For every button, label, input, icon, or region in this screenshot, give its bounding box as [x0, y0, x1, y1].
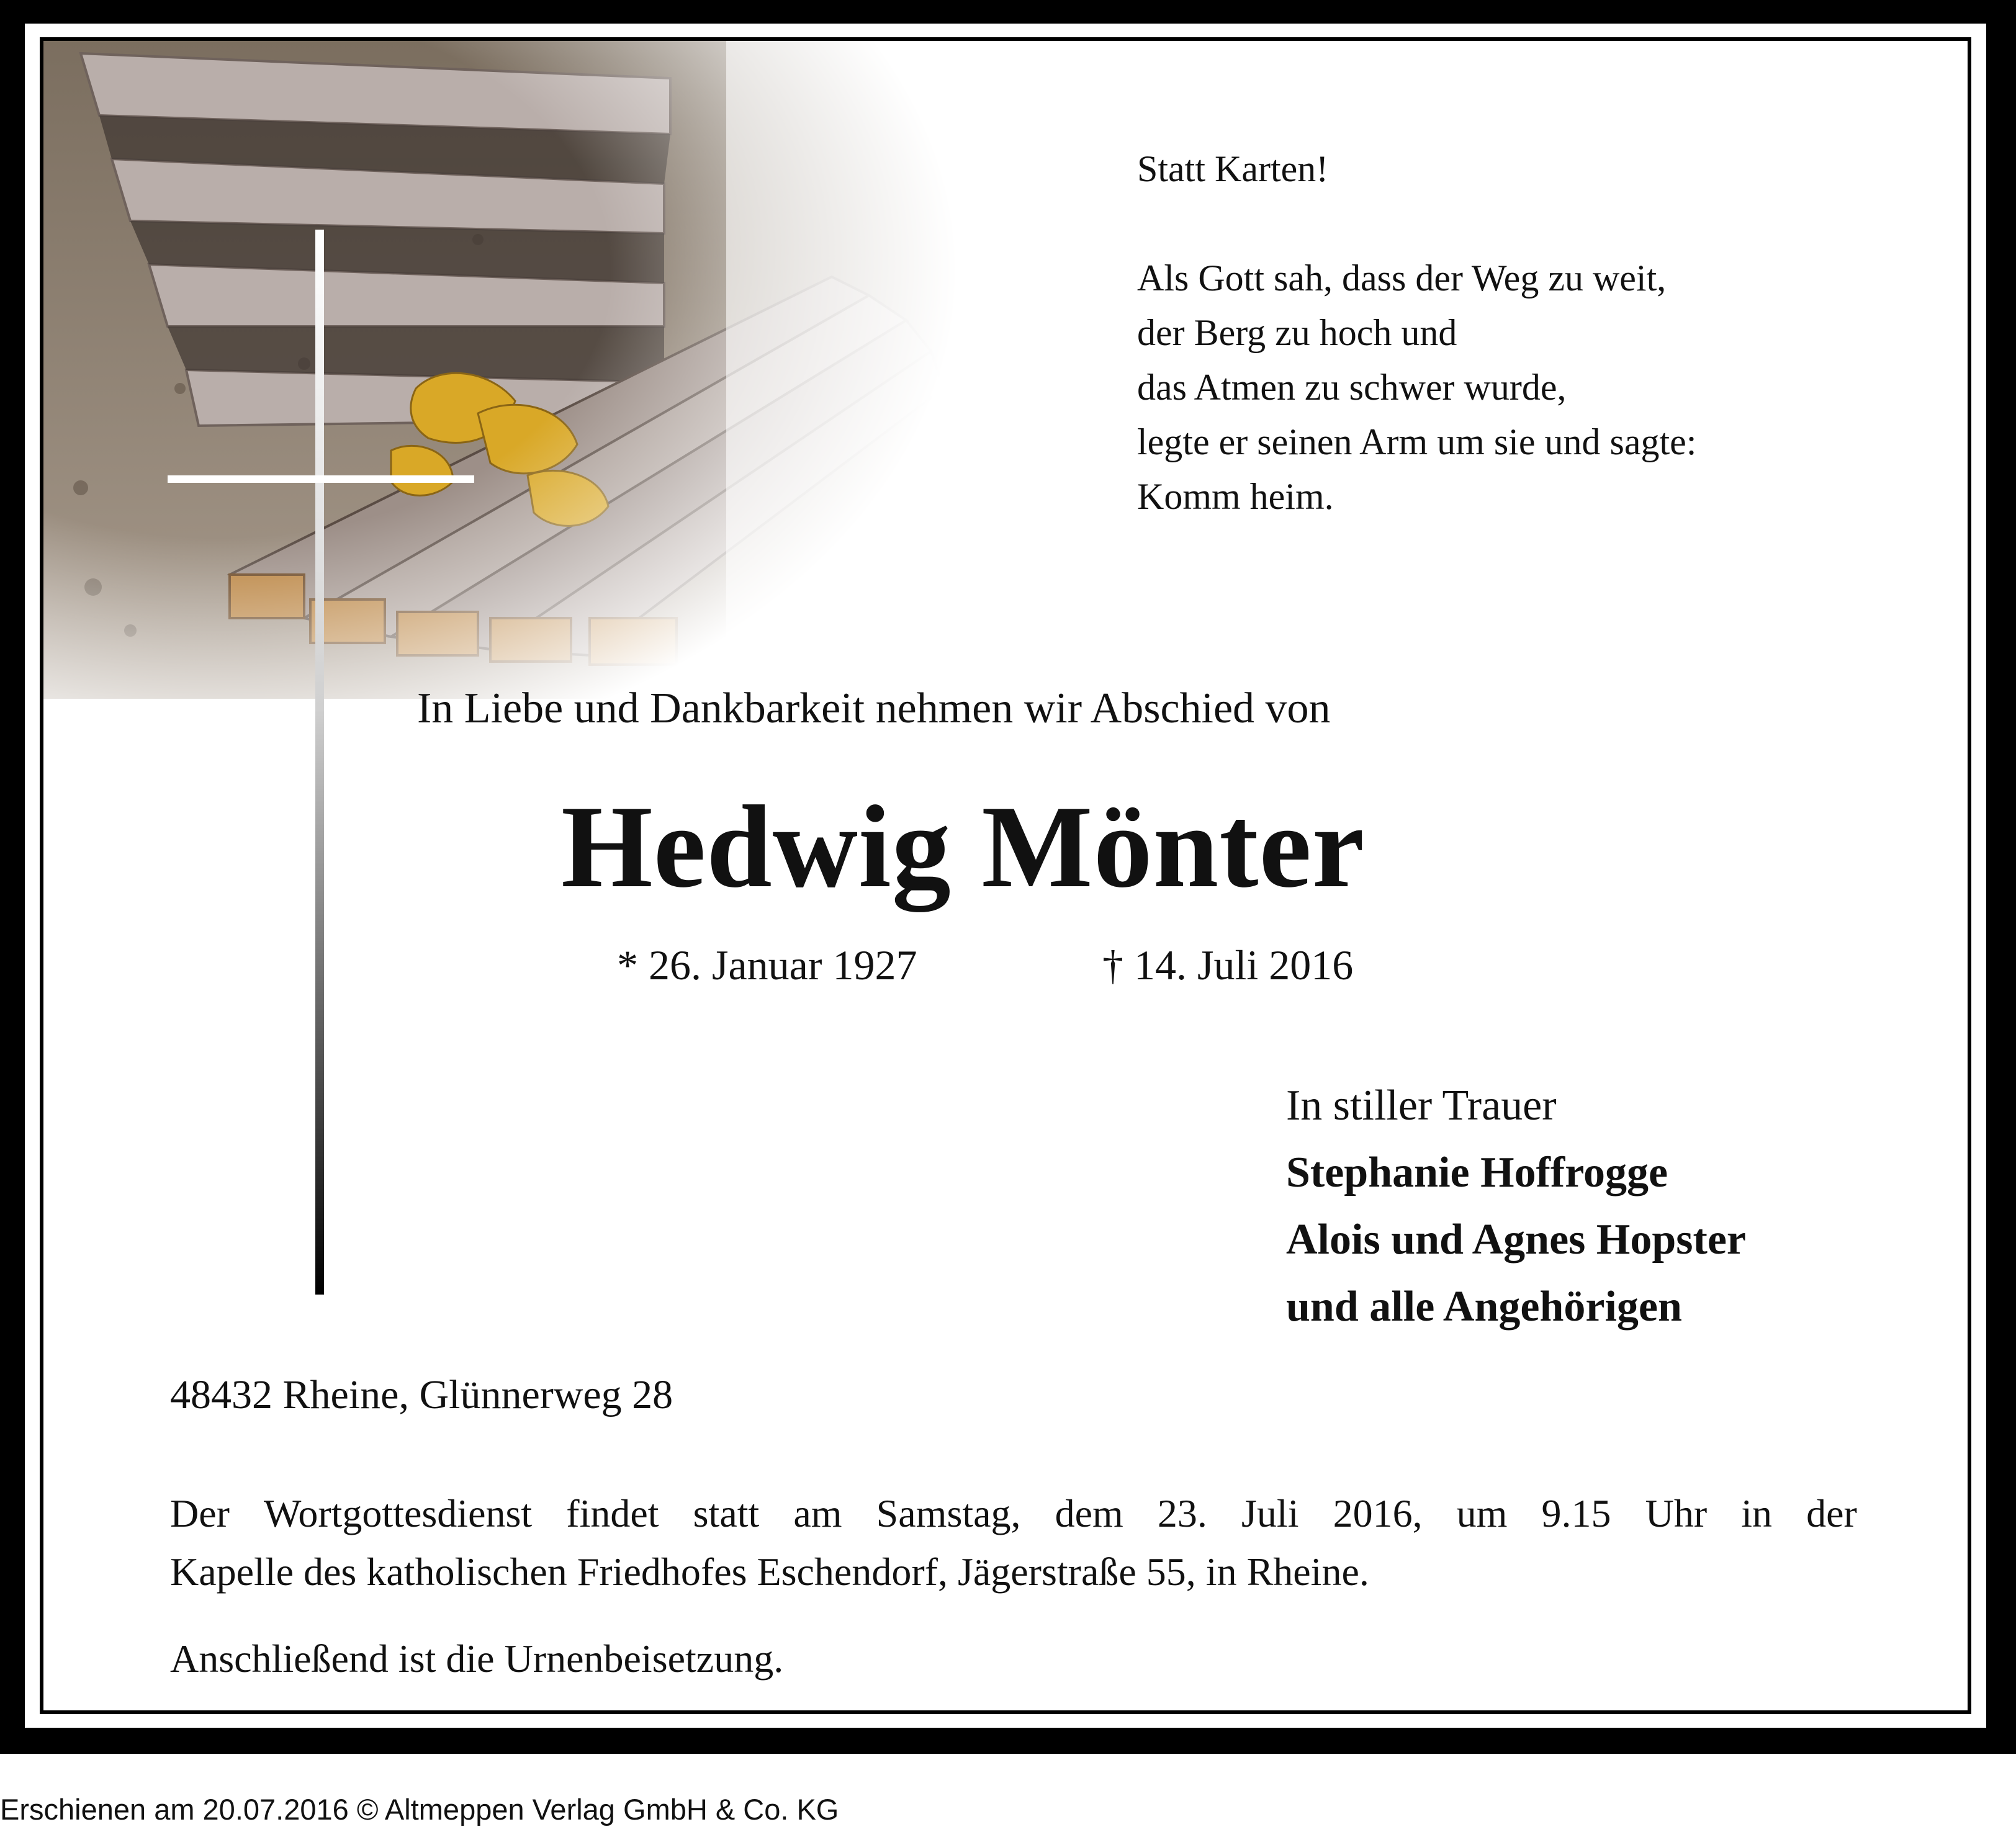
service-info [170, 1484, 1857, 1601]
poem-line: der Berg zu hoch und [1137, 312, 1457, 353]
service-line-2: Kapelle des katholischen Friedhofes Eschendorf, Jägerstraße 55, in Rheine. [170, 1550, 1369, 1594]
service-word: statt [693, 1491, 760, 1535]
service-word: dem [1055, 1491, 1123, 1535]
service-word: um [1456, 1491, 1508, 1535]
farewell-intro: In Liebe und Dankbarkeit nehmen wir Abschied von [417, 685, 1331, 732]
service-word: findet [566, 1491, 659, 1535]
mourner-name: Alois und Agnes Hopster [1286, 1216, 1746, 1264]
mourner-name: und alle Angehörigen [1286, 1283, 1682, 1331]
service-word: Wortgottesdienst [264, 1491, 533, 1535]
poem-line: Komm heim. [1137, 476, 1334, 517]
poem-line: Als Gott sah, dass der Weg zu weit, [1137, 258, 1667, 299]
service-word: am [793, 1491, 842, 1535]
mourners-block [1286, 1072, 1746, 1340]
service-word: Der [170, 1491, 230, 1535]
service-word: 23. [1157, 1491, 1207, 1535]
service-line-1 [170, 1484, 1857, 1543]
burial-info: Anschließend ist die Urnenbeisetzung. [170, 1637, 784, 1681]
death-date: † 14. Juli 2016 [1102, 941, 1354, 989]
service-word: 9.15 [1541, 1491, 1611, 1535]
address: 48432 Rheine, Glünnerweg 28 [170, 1372, 673, 1417]
service-word: Juli [1241, 1491, 1299, 1535]
poem-block [1137, 141, 1696, 524]
service-word: der [1806, 1491, 1857, 1535]
birth-date: * 26. Januar 1927 [617, 941, 917, 989]
mourners-intro: In stiller Trauer [1286, 1082, 1557, 1129]
deceased-name: Hedwig Mönter [561, 782, 1366, 912]
mourner-name: Stephanie Hoffrogge [1286, 1149, 1668, 1197]
poem-line: das Atmen zu schwer wurde, [1137, 367, 1567, 408]
cross-icon [43, 41, 788, 1307]
service-word: Samstag, [876, 1491, 1021, 1535]
publication-footer: Erschienen am 20.07.2016 © Altmeppen Verlag GmbH & Co. KG [0, 1793, 839, 1826]
obituary-notice [40, 37, 1971, 1714]
service-word: in [1741, 1491, 1773, 1535]
service-word: Uhr [1645, 1491, 1708, 1535]
header-text: Statt Karten! [1137, 148, 1329, 189]
poem-line: legte er seinen Arm um sie und sagte: [1137, 421, 1697, 462]
service-word: 2016, [1333, 1491, 1423, 1535]
